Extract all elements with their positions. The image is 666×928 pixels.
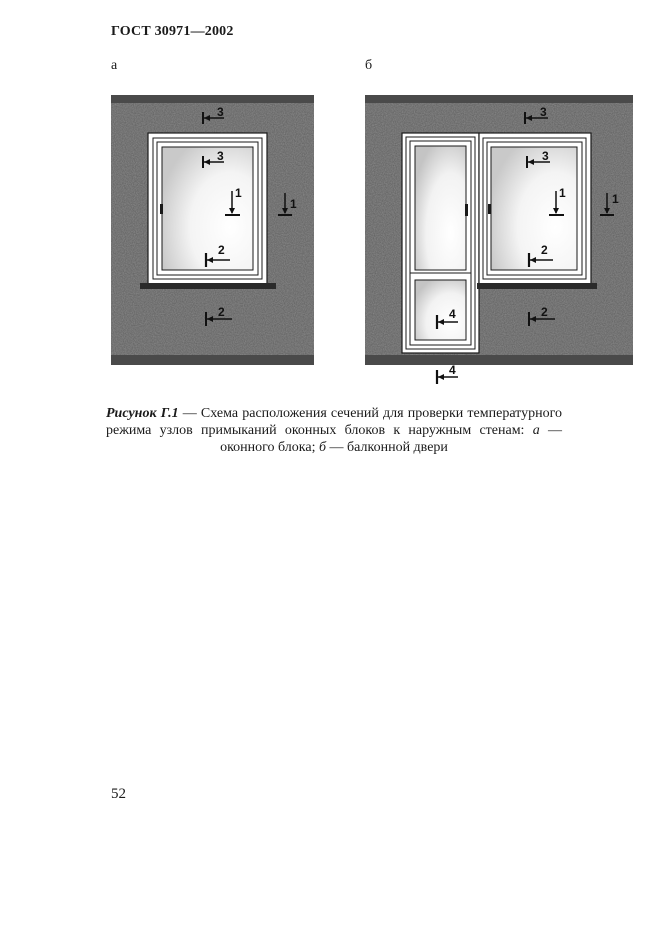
- svg-text:2: 2: [218, 243, 225, 257]
- panel-a-label: а: [111, 58, 118, 73]
- figure-caption: [106, 405, 562, 456]
- svg-text:2: 2: [218, 305, 225, 319]
- wall-b-bottom-band: [365, 355, 633, 365]
- wall-a-bottom-band: [111, 355, 314, 365]
- door-handle-b: [465, 204, 468, 216]
- svg-text:1: 1: [612, 192, 619, 206]
- svg-text:2: 2: [541, 243, 548, 257]
- section-4-below-door: [437, 363, 458, 384]
- svg-text:2: 2: [541, 305, 548, 319]
- caption-ref-a: а: [532, 423, 540, 438]
- glass-b: [491, 147, 577, 270]
- document-header: ГОСТ 30971—2002: [111, 24, 234, 39]
- window-sill-a: [140, 283, 276, 289]
- caption-text-part3: — балконной двери: [326, 440, 448, 455]
- wall-a-top-band: [111, 95, 314, 103]
- svg-text:3: 3: [540, 105, 547, 119]
- caption-figure-label: Рисунок Г.1: [106, 406, 179, 421]
- svg-text:1: 1: [559, 186, 566, 200]
- svg-text:4: 4: [449, 363, 456, 377]
- caption-text-part2: — оконного блока;: [220, 423, 563, 455]
- section-scheme-figure: [0, 0, 666, 400]
- panel-b-balcony-door-scheme: [365, 95, 633, 384]
- svg-text:4: 4: [449, 307, 456, 321]
- handle-b: [488, 204, 491, 214]
- door-glass-upper: [415, 146, 466, 270]
- caption-ref-b: б: [319, 440, 327, 455]
- svg-text:3: 3: [217, 149, 224, 163]
- page-number: 52: [111, 786, 126, 802]
- svg-text:3: 3: [542, 149, 549, 163]
- glass-a: [162, 147, 253, 270]
- caption-text-part1: — Схема расположения сечений для проверки температурного режима узлов примыканий оконных блоков к наружным стенам:: [106, 406, 562, 438]
- panel-a-window-scheme: [111, 95, 314, 365]
- svg-text:1: 1: [235, 186, 242, 200]
- door-panel-lower: [415, 280, 466, 340]
- panel-b-label: б: [365, 58, 373, 73]
- handle-a: [160, 204, 163, 214]
- window-sill-b: [477, 283, 597, 289]
- svg-text:1: 1: [290, 197, 297, 211]
- svg-text:3: 3: [217, 105, 224, 119]
- wall-b-top-band: [365, 95, 633, 103]
